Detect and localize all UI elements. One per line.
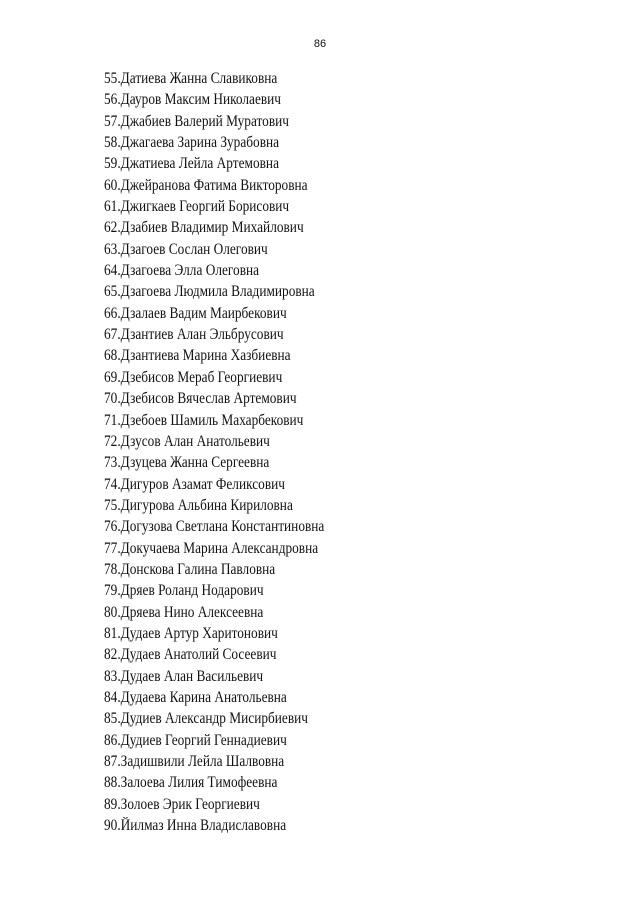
list-item: 79.Дряев Роланд Нодарович [104, 582, 264, 600]
list-item: 74.Дигуров Азамат Феликсович [104, 475, 285, 493]
list-item: 70.Дзебисов Вячеслав Артемович [104, 390, 297, 408]
list-item: 66.Дзалаев Вадим Маирбекович [104, 304, 287, 322]
page-number: 86 [313, 38, 327, 50]
list-item: 68.Дзантиева Марина Хазбиевна [104, 347, 291, 365]
list-item: 83.Дудаев Алан Васильевич [104, 667, 264, 685]
list-item: 61.Джигкаев Георгий Борисович [104, 198, 290, 216]
list-item: 60.Джейранова Фатима Викторовна [104, 176, 308, 194]
list-item: 89.Золоев Эрик Георгиевич [104, 795, 260, 813]
list-item: 63.Дзагоев Сослан Олегович [104, 240, 268, 258]
name-list [104, 68, 360, 836]
list-item: 64.Дзагоева Элла Олеговна [104, 262, 260, 280]
list-item: 80.Дряева Нино Алексеевна [104, 603, 264, 621]
list-item: 75.Дигурова Альбина Кириловна [104, 496, 293, 514]
list-item: 67.Дзантиев Алан Эльбрусович [104, 326, 284, 344]
list-item: 62.Дзабиев Владимир Михайлович [104, 219, 304, 237]
list-item: 77.Докучаева Марина Александровна [104, 539, 319, 557]
list-item: 90.Йилмаз Инна Владиславовна [104, 817, 287, 835]
list-item: 78.Донскова Галина Павловна [104, 560, 276, 578]
list-item: 72.Дзусов Алан Анатольевич [104, 432, 270, 450]
list-item: 85.Дудиев Александр Мисирбиевич [104, 710, 308, 728]
list-item: 86.Дудиев Георгий Геннадиевич [104, 731, 287, 749]
list-item: 71.Дзебоев Шамиль Махарбекович [104, 411, 304, 429]
list-item: 56.Дауров Максим Николаевич [104, 91, 282, 109]
list-item: 82.Дудаев Анатолий Сосеевич [104, 646, 277, 664]
list-item: 87.Задишвили Лейла Шалвовна [104, 753, 285, 770]
list-item: 58.Джагаева Зарина Зурабовна [104, 134, 280, 152]
list-item: 65.Дзагоева Людмила Владимировна [104, 283, 315, 301]
list-item: 84.Дудаева Карина Анатольевна [104, 688, 287, 706]
list-item: 73.Дзуцева Жанна Сергеевна [104, 454, 270, 472]
list-item: 81.Дудаев Артур Харитонович [104, 624, 278, 642]
list-item: 57.Джабиев Валерий Муратович [104, 112, 289, 130]
list-item: 59.Джатиева Лейла Артемовна [104, 155, 279, 173]
list-item: 76.Догузова Светлана Константиновна [104, 518, 325, 536]
list-item: 69.Дзебисов Мераб Георгиевич [104, 368, 283, 386]
list-item: 88.Залоева Лилия Тимофеевна [104, 774, 278, 792]
list-item: 55.Датиева Жанна Славиковна [104, 70, 278, 87]
